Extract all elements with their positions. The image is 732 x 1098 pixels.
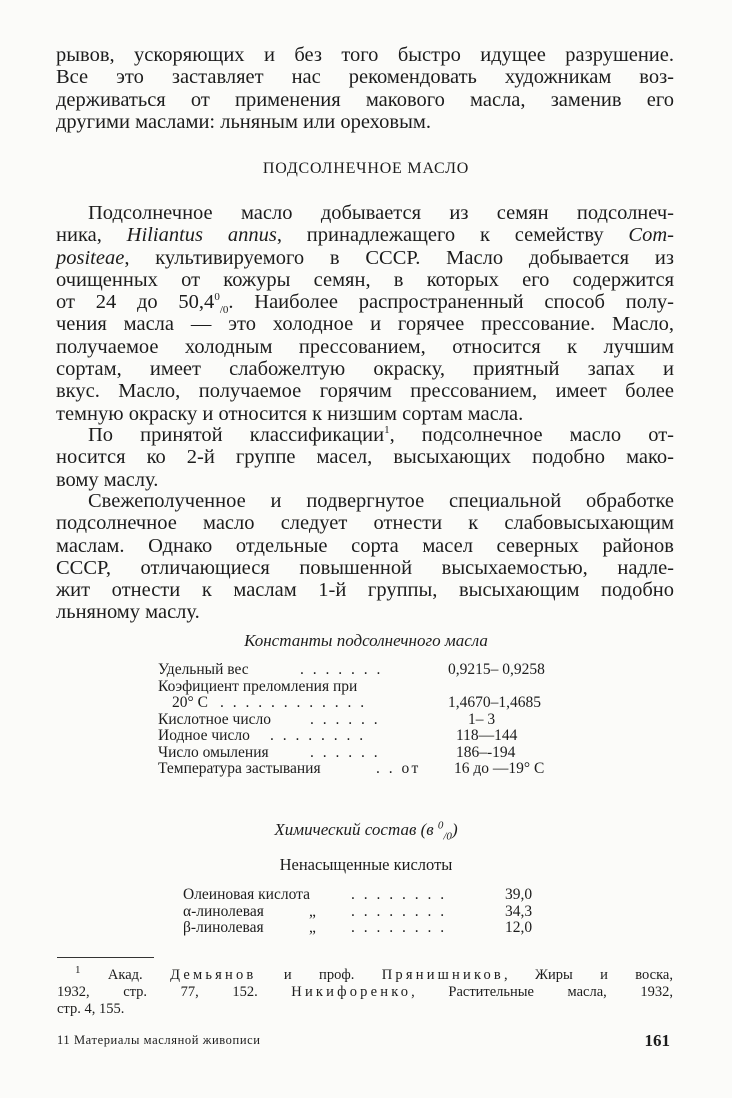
constants-table — [158, 662, 578, 778]
footnote-line: стр. 4, 155. — [57, 1001, 125, 1017]
text: , принадлежащего к семейству — [276, 224, 629, 247]
chem-row — [183, 920, 563, 937]
text: По принятой классификации — [88, 424, 385, 446]
ditto-mark: „ — [309, 902, 316, 920]
constant-label: Число омыления — [158, 743, 269, 761]
paragraph-line: Свежеполученное и подвергнутое специальной обработке — [88, 490, 674, 512]
constant-label: Температура застывания — [158, 760, 321, 777]
leader-dots: . . . . . . . — [300, 661, 383, 678]
chem-table — [183, 887, 563, 937]
paragraph-line — [56, 291, 674, 317]
author-name: Демьянов — [170, 967, 257, 983]
paragraph-line — [56, 247, 674, 269]
paragraph-line: темную окраску и относится к низшим сортам масла. — [56, 402, 524, 425]
constants-row — [158, 728, 578, 745]
paragraph-line: вкус. Масло, получаемое горячим прессованием, имеет более — [56, 380, 674, 403]
text: , подсолнечное масло от- — [389, 424, 674, 446]
chem-caption — [0, 819, 732, 843]
section-heading: ПОДСОЛНЕЧНОЕ МАСЛО — [262, 160, 470, 177]
percent-sub: /0 — [443, 830, 452, 843]
constant-label: Кислотное число — [158, 710, 272, 728]
text: , Растительные масла, 1932, — [411, 984, 673, 1000]
acid-value: 39,0 — [505, 886, 533, 903]
text: и проф. — [256, 967, 382, 983]
constants-row — [158, 662, 578, 679]
intro-line: Все это заставляет нас рекомендовать художникам воз- — [56, 66, 674, 89]
paragraph-line: носится ко 2-й группе масел, высыхающих подобно мако- — [56, 446, 674, 469]
footnote-rule — [57, 957, 154, 958]
text: от 24 до 50,4 — [56, 291, 215, 314]
page-number: 161 — [644, 1031, 670, 1050]
text: ) — [451, 820, 458, 839]
ditto-mark: „ — [309, 919, 316, 936]
leader-dots: . . . . . . — [310, 710, 381, 728]
acid-label: Олеиновая кислота — [183, 886, 310, 903]
constant-value: 1– 3 — [468, 710, 496, 728]
text: , Жиры и воска, — [503, 967, 673, 983]
paragraph-line: чения масла — это холодное и горячее прессование. Масло, — [56, 313, 674, 336]
paragraph-sunflower-production — [56, 202, 674, 425]
paragraph-line — [56, 424, 674, 446]
paragraph-line: очищенных от кожуры семян, в которых его содержится — [56, 268, 674, 291]
intro-line: держиваться от применения макового масла, заменив его — [56, 88, 674, 111]
acid-value: 12,0 — [505, 919, 533, 936]
constants-row — [158, 712, 578, 729]
leader-dots: . . . . . . . . . . . . — [220, 694, 367, 711]
leader-dots: . . . . . . . . — [351, 902, 447, 920]
percent-sup: 0 — [214, 291, 220, 304]
text: 1932, стр. 77, 152. — [57, 984, 292, 1000]
constants-row — [158, 761, 578, 778]
constant-label: 20° С — [172, 694, 208, 711]
chem-subcaption: Ненасыщенные кислоты — [279, 855, 453, 874]
constant-value: 0,9215– 0,9258 — [448, 661, 545, 678]
paragraph-classification — [56, 424, 674, 491]
paragraph-line: жит отнести к маслам 1-й группы, высыхающим подобно — [56, 579, 674, 602]
acid-label: β-линолевая — [183, 919, 264, 936]
paragraph-line: льняному маслу. — [56, 601, 200, 624]
author-name: Прянишников — [381, 967, 504, 983]
paragraph-line: получаемое холодным прессованием, относится к лучшим — [56, 335, 674, 358]
leader-dots: . . от — [376, 760, 421, 777]
paragraph-line: СССР, отличающиеся повышенной высыхаемостью, надле- — [56, 556, 674, 579]
paragraph-line: подсолнечное масло следует отнести к слабовысыхающим — [56, 512, 674, 535]
acid-value: 34,3 — [505, 902, 533, 920]
constant-label: Коэфициент преломления при — [158, 677, 358, 695]
text: Акад. — [80, 967, 171, 983]
leader-dots: . . . . . . . . — [270, 727, 366, 744]
acid-label: α-линолевая — [183, 902, 264, 920]
footnote — [57, 964, 673, 1018]
text: . Наиболее распространенный способ полу- — [228, 291, 674, 314]
paragraph-line: сортам, имеет слабожелтую окраску, приятный запах и — [56, 358, 674, 381]
footnote-marker: 1 — [75, 964, 81, 977]
constant-value: 186–-194 — [456, 743, 516, 761]
constants-caption: Константы подсолнечного масла — [244, 631, 488, 650]
text: ника, — [56, 224, 127, 247]
leader-dots: . . . . . . . . — [351, 886, 447, 903]
constant-value: 118—144 — [456, 727, 518, 744]
constant-value: 16 до —19° С — [454, 760, 545, 777]
paragraph-line: маслам. Однако отдельные сорта масел северных районов — [56, 534, 674, 557]
text: Химический состав (в — [274, 820, 438, 839]
text: , культивируемого в СССР. Масло добывается из — [124, 246, 674, 269]
leader-dots: . . . . . . . . — [351, 919, 447, 936]
latin-family-name: Com- — [628, 224, 674, 247]
chem-row — [183, 904, 563, 921]
constant-label: Удельный вес — [158, 661, 249, 678]
constants-row — [158, 695, 578, 712]
running-footer: 11 Материалы масляной живописи — [57, 1033, 261, 1047]
percent-sub: /0 — [219, 304, 229, 317]
author-name: Никифоренко — [291, 984, 412, 1000]
intro-line: другими маслами: льняным или ореховым. — [56, 110, 431, 133]
latin-species-name: Hiliantus annus — [126, 224, 277, 247]
constant-value: 1,4670–1,4685 — [448, 694, 541, 711]
constants-row — [158, 745, 578, 762]
intro-paragraph — [56, 44, 674, 133]
percent-sup: 0 — [437, 819, 444, 832]
footnote-line — [57, 964, 673, 984]
paragraph-line — [56, 224, 674, 246]
constants-row — [158, 679, 578, 696]
intro-line: рывов, ускоряющих и без того быстро идущее разрушение. — [56, 44, 674, 66]
paragraph-line: Подсолнечное масло добывается из семян подсолнеч- — [88, 202, 674, 224]
leader-dots: . . . . . . — [310, 743, 381, 761]
paragraph-line: вому маслу. — [56, 468, 159, 491]
paragraph-drying-groups — [56, 490, 674, 624]
constant-label: Иодное число — [158, 727, 250, 744]
latin-family-name: positeae — [56, 246, 125, 269]
footnote-ref: 1 — [384, 424, 390, 437]
chem-row — [183, 887, 563, 904]
footnote-line — [57, 984, 673, 1001]
